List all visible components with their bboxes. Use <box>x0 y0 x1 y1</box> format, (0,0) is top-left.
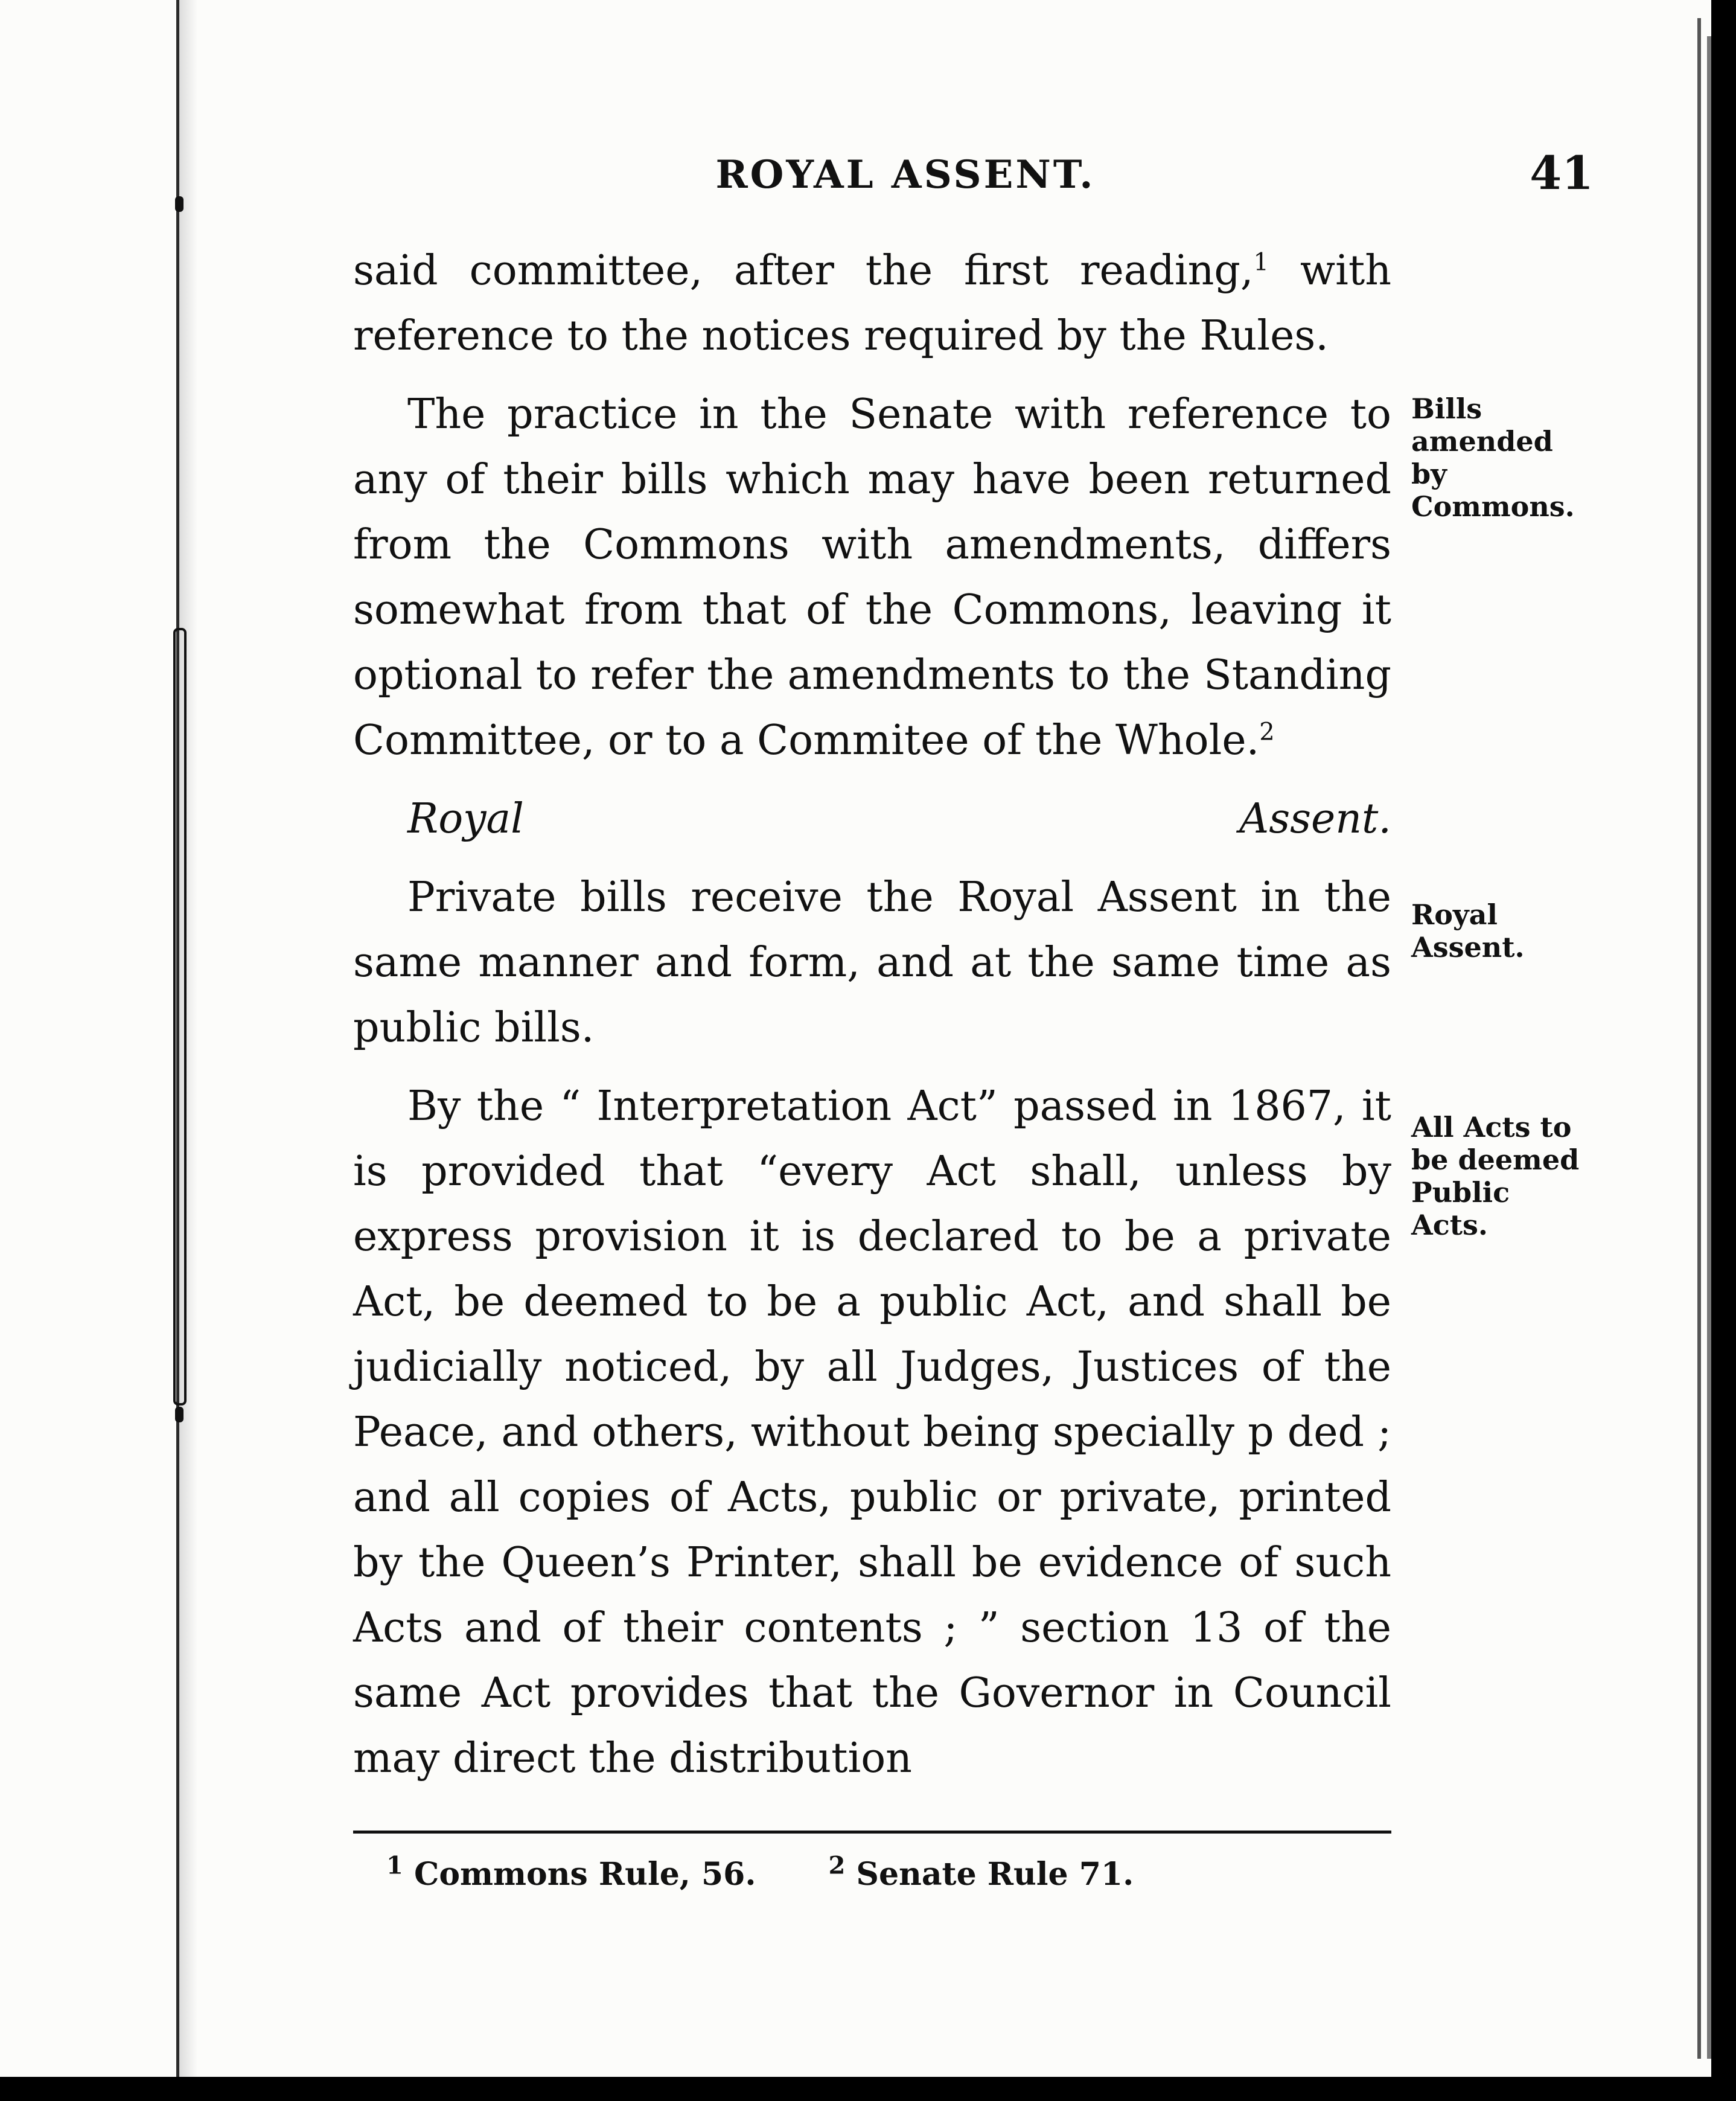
margin-note-bills-amended: Bills amended by Commons. <box>1411 392 1575 523</box>
margin-note-royal-assent: Royal Assent. <box>1411 898 1525 964</box>
margin-note-all-acts: All Acts to be deemed Public Acts. <box>1411 1111 1580 1241</box>
footnote-2 <box>828 1853 1134 1896</box>
footnotes <box>386 1853 1412 1896</box>
binding-dot-bottom <box>175 1407 183 1422</box>
paragraph-1-tail: with reference to the notices required by the Rules. <box>353 247 1391 360</box>
page-edge-line <box>1697 18 1701 2059</box>
body-text <box>353 238 1391 1805</box>
footnote-2-mark: 2 <box>828 1851 846 1880</box>
footnote-1-mark: 1 <box>386 1851 403 1880</box>
paragraph-1 <box>353 238 1391 369</box>
page-number: 41 <box>1530 146 1594 200</box>
paragraph-1-text: said committee, after the first reading, <box>353 247 1254 295</box>
footnote-ref-1: 1 <box>1253 248 1269 277</box>
paragraph-2-text: The practice in the Senate with reference to any of their bills which may have been returned from the Commons with amendments, differs somewhat from that of the Commons, leaving it optional to refer the amendments to the Standing Committee, or to a Commitee of the Whole. <box>353 391 1391 764</box>
binding-dot-top <box>175 196 183 212</box>
running-head: ROYAL ASSENT. <box>715 152 1096 197</box>
footnote-1-text: Commons Rule, 56. <box>403 1856 756 1893</box>
binding-thread-mark <box>173 628 187 1405</box>
footnote-ref-2: 2 <box>1259 718 1275 746</box>
paragraph-2 <box>353 382 1391 773</box>
footnote-1 <box>386 1853 756 1896</box>
paragraph-4: By the “ Interpretation Act” passed in 1867, it is provided that “every Act shall, unless by express provision it is declared to be a private Act, be deemed to be a public Act, and shall be judicially noticed, by all Judges, Justices of the Peace, and others, without being specially p ded ; and all copies of Acts, public or private, printed by the Queen’s Printer, shall be evidence of such Acts and of their contents ; ” section 13 of the same Act provides that the Governor in Council may direct the distribution <box>353 1082 1391 1782</box>
page-edge-line-outer <box>1707 36 1711 2059</box>
section-heading: Royal Assent. <box>407 795 1391 843</box>
footnote-2-text: Senate Rule 71. <box>845 1856 1134 1893</box>
footnote-rule <box>353 1831 1391 1834</box>
paragraph-3: Private bills receive the Royal Assent in the same manner and form, and at the same time as public bills. <box>353 874 1391 1052</box>
